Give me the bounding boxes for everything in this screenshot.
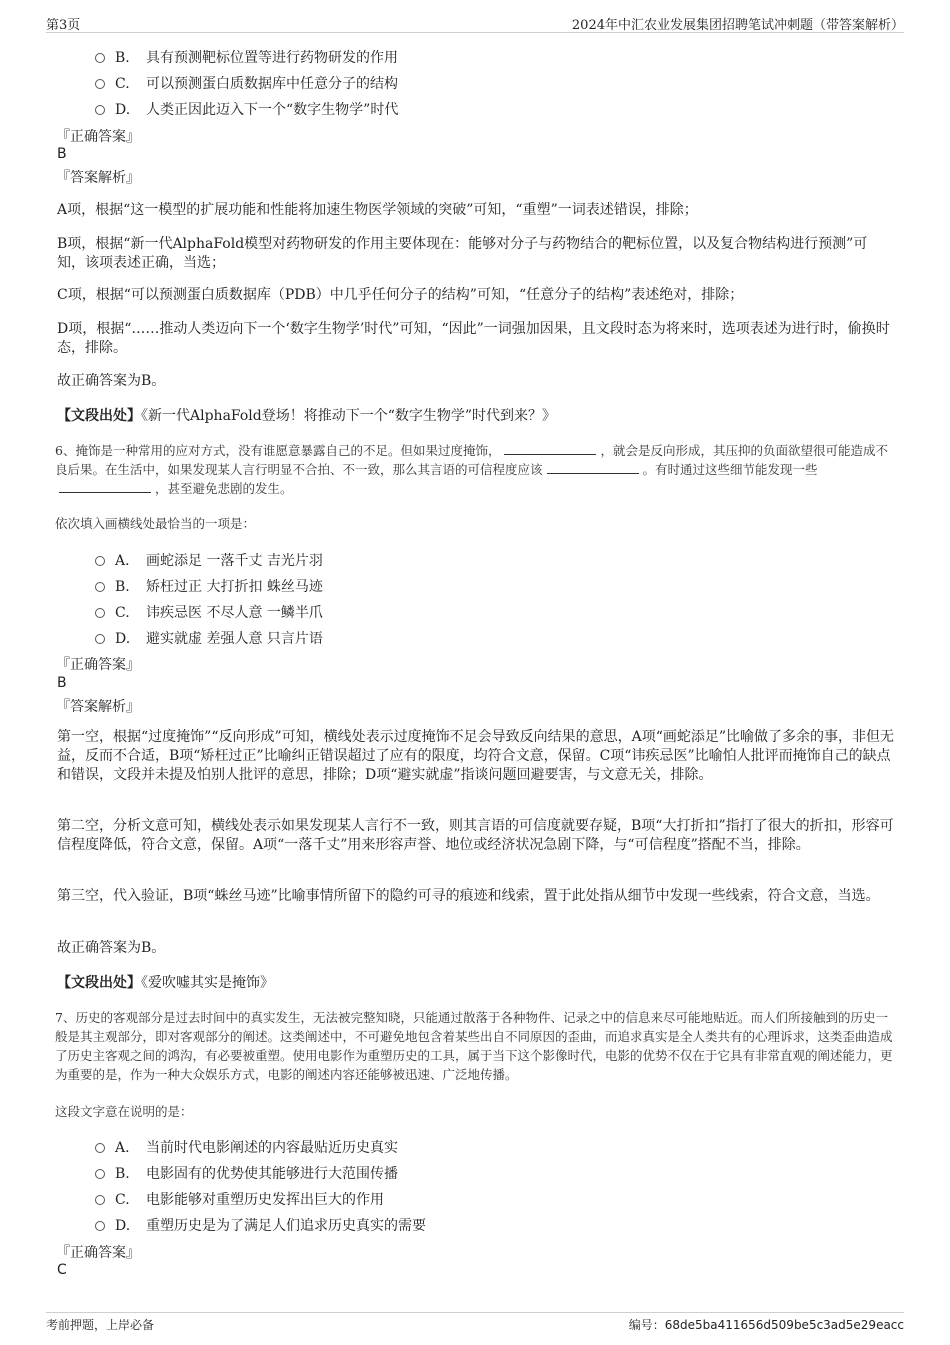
document-code: 编号：68de5ba411656d509be5c3ad5e29eacc (628, 1318, 904, 1332)
q5-answer-label: 『正确答案』 (56, 129, 140, 145)
q5-analysis-c: C项，根据“可以预测蛋白质数据库（PDB）中几乎任何分子的结构”可知，“任意分子的结构”表述绝对，排除； (57, 287, 744, 303)
q6-analysis-2: 第二空，分析文意可知，横线处表示如果发现某人言行不一致，则其言语的可信度就要存疑，B项“大打折扣”指打了很大的折扣，形容可信程度降低，符合文意，保留。A项“一落千丈”用来形容声誉、地位或经济状况急剧下降，与“可信程度”搭配不当，排除。 (57, 818, 894, 853)
q6-option-a[interactable]: A. 画蛇添足 一落千丈 吉光片羽 (95, 550, 323, 570)
q6-stem: 6、掩饰是一种常用的应对方式，没有谁愿意暴露自己的不足。但如果过度掩饰， ，就会是反向形成，其压抑的负面欲望很可能造成不良后果。在生活中，如果发现某人言行明显不合拍、不一致，那么其言语的可信程度应该 。有时通过这些细节能发现一些，甚至避免悲剧的发生。 (55, 443, 888, 496)
page-footer (46, 1312, 904, 1336)
radio-icon[interactable] (95, 1143, 105, 1153)
q7-option-b[interactable]: B. 电影固有的优势使其能够进行大范围传播 (95, 1163, 398, 1183)
q7-option-a[interactable]: A. 当前时代电影阐述的内容最贴近历史真实 (95, 1137, 398, 1157)
radio-icon[interactable] (95, 105, 105, 115)
q5-source: 【文段出处】《新一代AlphaFold登场！将推动下一个“数字生物学”时代到来？》 (57, 408, 557, 424)
q7-answer-label: 『正确答案』 (56, 1245, 140, 1261)
q6-analysis-3: 第三空，代入验证，B项“蛛丝马迹”比喻事情所留下的隐约可寻的痕迹和线索，置于此处指从细节中发现一些线索，符合文意，当选。 (57, 888, 880, 904)
q5-option-c[interactable]: C. 可以预测蛋白质数据库中任意分子的结构 (95, 73, 398, 93)
radio-icon[interactable] (95, 608, 105, 618)
q7-option-d[interactable]: D. 重塑历史是为了满足人们追求历史真实的需要 (95, 1215, 426, 1235)
radio-icon[interactable] (95, 53, 105, 63)
q5-conclusion: 故正确答案为B。 (57, 373, 166, 389)
radio-icon[interactable] (95, 1195, 105, 1205)
q6-prompt: 依次填入画横线处最恰当的一项是： (55, 516, 256, 531)
page-header (46, 14, 904, 33)
q5-analysis-a: A项，根据“这一模型的扩展功能和性能将加速生物医学领域的突破”可知，“重塑”一词表述错误，排除； (57, 202, 698, 218)
radio-icon[interactable] (95, 556, 105, 566)
document-title: 2024年中汇农业发展集团招聘笔试冲刺题（带答案解析） (571, 18, 904, 33)
q7-option-c[interactable]: C. 电影能够对重塑历史发挥出巨大的作用 (95, 1189, 384, 1209)
q6-analysis-label: 『答案解析』 (56, 699, 140, 715)
q5-analysis-b: B项，根据“新一代AlphaFold模型对药物研发的作用主要体现在：能够对分子与药物结合的靶标位置，以及复合物结构进行预测”可知，该项表述正确，当选； (57, 236, 868, 271)
q6-option-b[interactable]: B. 矫枉过正 大打折扣 蛛丝马迹 (95, 576, 323, 596)
q6-answer: B (57, 675, 67, 691)
q6-conclusion: 故正确答案为B。 (57, 940, 166, 956)
q5-analysis-label: 『答案解析』 (56, 170, 140, 186)
page-number: 第3页 (46, 18, 81, 33)
radio-icon[interactable] (95, 1221, 105, 1231)
radio-icon[interactable] (95, 582, 105, 592)
q5-analysis-d: D项，根据“……推动人类迈向下一个‘数字生物学’时代”可知，“因此”一词强加因果，且文段时态为将来时，选项表述为进行时，偷换时态，排除。 (57, 321, 890, 356)
q6-source: 【文段出处】《爱吹嘘其实是掩饰》 (57, 975, 274, 991)
blank-3 (59, 480, 151, 493)
footer-slogan: 考前押题，上岸必备 (46, 1318, 155, 1332)
radio-icon[interactable] (95, 79, 105, 89)
q5-answer: B (57, 146, 67, 162)
blank-1 (504, 442, 596, 455)
q6-analysis-1: 第一空，根据“过度掩饰”“反向形成”可知，横线处表示过度掩饰不足会导致反向结果的意思，A项“画蛇添足”比喻做了多余的事，非但无益，反而不合适，B项“矫枉过正”比喻纠正错误超过了应有的限度，均符合文意，保留。C项“讳疾忌医”比喻怕人批评而掩饰自己的缺点和错误，文段并未提及怕别人批评的意思，排除；D项“避实就虚”指谈问题回避要害，与文意无关，排除。 (57, 729, 895, 783)
q6-answer-label: 『正确答案』 (56, 657, 140, 673)
q6-option-c[interactable]: C. 讳疾忌医 不尽人意 一鳞半爪 (95, 602, 323, 622)
q7-answer: C (57, 1262, 67, 1278)
q5-option-d[interactable]: D. 人类正因此迈入下一个“数字生物学”时代 (95, 99, 398, 119)
q5-option-b[interactable]: B. 具有预测靶标位置等进行药物研发的作用 (95, 47, 398, 67)
q7-stem: 7、历史的客观部分是过去时间中的真实发生，无法被完整知晓，只能通过散落于各种物件、记录之中的信息来尽可能地贴近。而人们所接触到的历史一般是其主观部分，即对客观部分的阐述。这类阐述中，不可避免地包含着某些出自不同原因的歪曲，而追求真实是全人类共有的心理诉求，这类歪曲造成了历史主客观之间的鸿沟，有必要被重塑。使用电影作为重塑历史的工具，属于当下这个影像时代，电影的优势不仅在于它具有非常直观的阐述能力，更为重要的是，作为一种大众娱乐方式，电影的阐述内容还能够被迅速、广泛地传播。 (55, 1010, 893, 1082)
radio-icon[interactable] (95, 634, 105, 644)
q7-prompt: 这段文字意在说明的是： (55, 1104, 193, 1119)
radio-icon[interactable] (95, 1169, 105, 1179)
q6-option-d[interactable]: D. 避实就虚 差强人意 只言片语 (95, 628, 323, 648)
blank-2 (547, 461, 639, 474)
